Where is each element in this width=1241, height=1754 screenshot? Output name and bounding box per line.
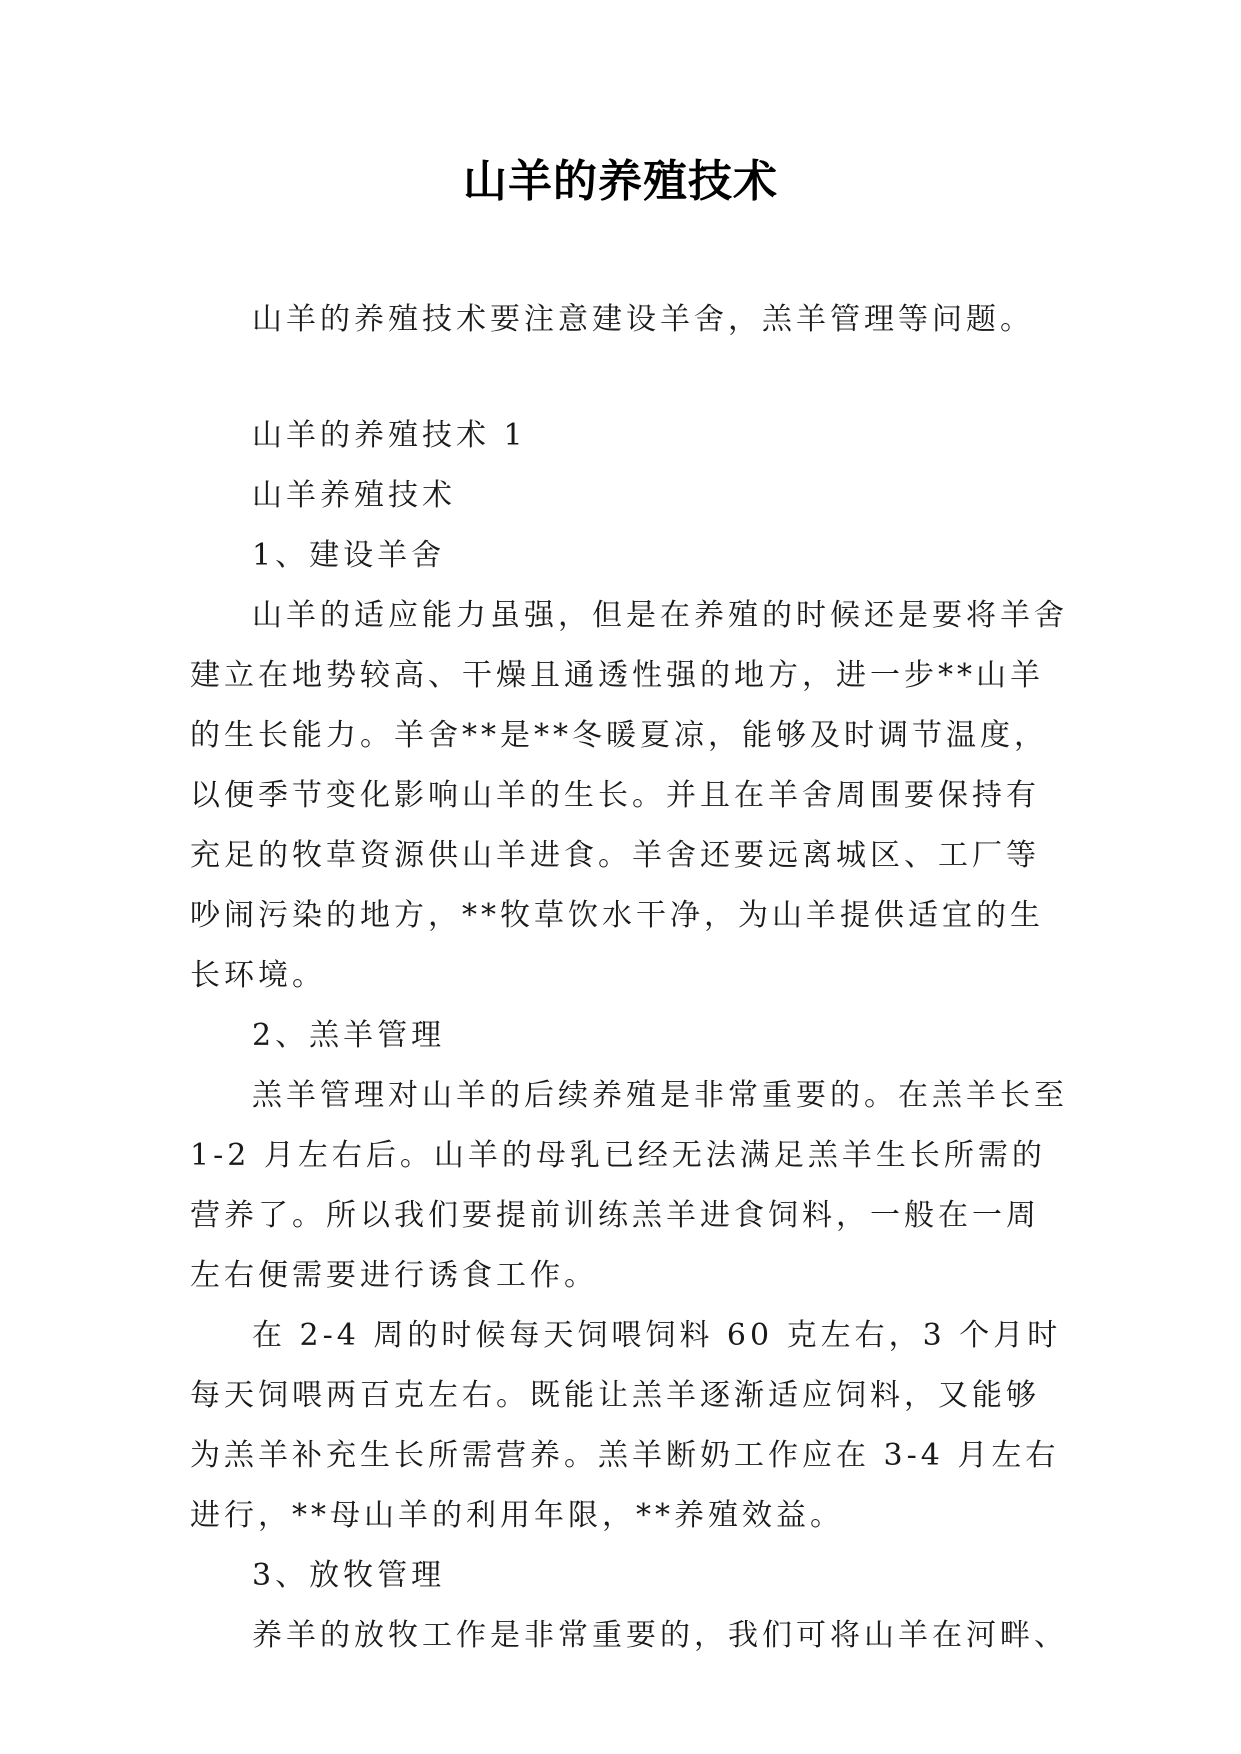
body-paragraph: 养羊的放牧工作是非常重要的，我们可将山羊在河畔、 xyxy=(252,1618,1068,1653)
item-heading-3: 3、放牧管理 xyxy=(252,1558,446,1593)
section-heading: 山羊的养殖技术 1 xyxy=(252,418,527,453)
subsection-heading: 山羊养殖技术 xyxy=(252,478,456,513)
item-heading-1: 1、建设羊舍 xyxy=(252,538,446,573)
document-body xyxy=(190,290,1070,1666)
document-title: 山羊的养殖技术 xyxy=(463,156,778,207)
item-heading-2: 2、羔羊管理 xyxy=(252,1018,446,1053)
body-paragraph: 山羊的适应能力虽强，但是在养殖的时候还是要将羊舍建立在地势较高、干燥且通透性强的地方，进一步**山羊的生长能力。羊舍**是**冬暖夏凉，能够及时调节温度，以便季节变化影响山羊的生长。并且在羊舍周围要保持有充足的牧草资源供山羊进食。羊舍还要远离城区、工厂等吵闹污染的地方，**牧草饮水干净，为山羊提供适宜的生长环境。 xyxy=(190,598,1068,993)
body-paragraph: 在 2-4 周的时候每天饲喂饲料 60 克左右，3 个月时每天饲喂两百克左右。既能让羔羊逐渐适应饲料，又能够为羔羊补充生长所需营养。羔羊断奶工作应在 3-4 月左右进行，**母山羊的利用年限，**养殖效益。 xyxy=(190,1318,1062,1533)
intro-paragraph: 山羊的养殖技术要注意建设羊舍，羔羊管理等问题。 xyxy=(252,302,1034,337)
body-paragraph: 羔羊管理对山羊的后续养殖是非常重要的。在羔羊长至 1-2 月左右后。山羊的母乳已经无法满足羔羊生长所需的营养了。所以我们要提前训练羔羊进食饲料，一般在一周左右便需要进行诱食工作。 xyxy=(190,1078,1068,1293)
